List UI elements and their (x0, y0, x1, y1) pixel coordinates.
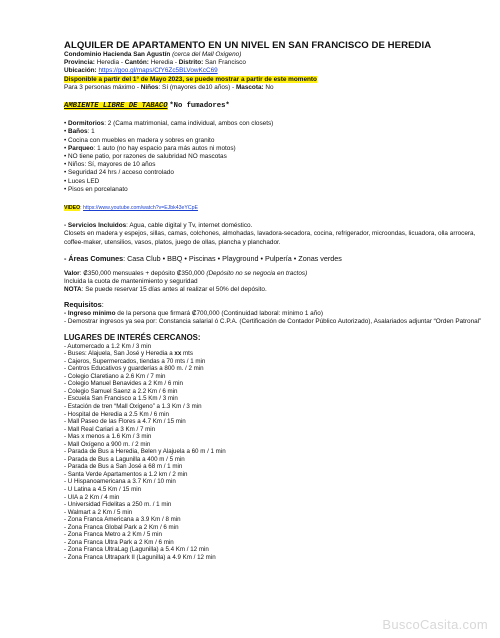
list-item: - Santa Verde Apartamentos a 1.2 km / 2 min (64, 470, 188, 478)
canton-label: Cantón: (124, 59, 149, 67)
video-label: VIDEO (64, 205, 81, 212)
smoke-free-heading: AMBIENTE LIBRE DE TABACO (64, 102, 168, 111)
list-item: - Buses: Alajuela, San José y Heredia a xx mts (64, 350, 193, 358)
nearby-places-heading: LUGARES DE INTERÉS CERCANOS: (64, 333, 201, 343)
feature-item: • Luces LED (64, 177, 100, 185)
pets-value: No (265, 83, 274, 91)
min-income-label: - Ingreso mínimo (64, 309, 116, 317)
video-link[interactable]: https://www.youtube.com/watch?v=EJbk43eYCpE (83, 205, 198, 212)
district-value: San Francisco (205, 59, 246, 67)
list-item: - Zona Franca Ultrapark II (Lagunilla) a 4.9 Km / 12 min (64, 553, 216, 561)
canton-value: Heredia (150, 59, 174, 67)
feature-item: • Baños: 1 (64, 128, 95, 136)
feature-item: • Pisos en porcelanato (64, 185, 128, 193)
list-item: - Mall Paseo de las Flores a 4.7 Km / 15 min (64, 418, 186, 426)
services-text: : Agua, cable digital y Tv, internet doméstico. (126, 222, 253, 230)
list-item: - Parada de Bus a Lagunilla a 400 m / 5 min (64, 455, 185, 463)
requirements-heading: Requisitos (64, 300, 102, 310)
listing-title: ALQUILER DE APARTAMENTO EN UN NIVEL EN SAN FRANCISCO DE HEREDIA (64, 40, 432, 51)
list-item: - Estación de tren “Mall Oxígeno” a 1.3 Km / 3 min (64, 402, 202, 410)
common-areas-text: : Casa Club • BBQ • Piscinas • Playground • Pulpería • Zonas verdes (123, 253, 342, 263)
fee-note: Incluida la cuota de mantenimiento y seguridad (64, 278, 198, 286)
furnishings-text: Closets en madera y espejos, sillas, camas, colchones, almohadas, lavadora-secadora, cocina, refrigerador, microondas, licuadora, olla arrocera, coffee-maker, utensilios, vasos, platos, juego de ollas, plancha y planchador. (64, 230, 476, 246)
nearby-places-list (64, 343, 494, 562)
feature-item: • Dormitorios: 2 (Cama matrimonial, cama individual, ambos con closets) (64, 120, 274, 128)
list-item: - Walmart a 2 Km / 5 min (64, 508, 133, 516)
list-item: - Mas x menos a 1.6 Km / 3 min (64, 433, 152, 441)
list-item: - Automercado a 1.2 Km / 3 min (64, 342, 152, 350)
occupancy-text: Para 3 personas máximo - (64, 83, 141, 91)
feature-item: • Seguridad 24 hrs / acceso controlado (64, 169, 174, 177)
maps-link[interactable]: https://goo.gl/maps/CfY6Zc5BLVowKcC69 (98, 67, 218, 75)
listing-document: ALQUILER DE APARTAMENTO EN UN NIVEL EN SAN FRANCISCO DE HEREDIA Condominio Hacienda San Agustín (cerca del Mall Oxigeno) Provincia: Heredia - Cantón: Heredia - Distrito: San Francisco Ubicación: https://goo.gl/maps/CfY6Zc5BLVowKcC69 Disponible a partir del 1° de Mayo 2023, se puede mostrar a partir de este momento Para 3 personas máximo - Niños: Sí (mayores de10 años) - Mascota: No AMBIENTE LIBRE DE TABACO *No fumadores* • Dormitorios: 2 (Cama matrimonial, cama individual, ambos con closets) • Baños: 1 • Cocina con muebles en madera y sobres en granito • Parqueo: 1 auto (no hay espacio para más autos ni motos) • NO tiene patio, por razones de salubridad NO mascotas • Niños: Sí, mayores de 10 años • Seguridad 24 hrs / acceso controlado • Luces LED • Pisos en porcelanato VIDEO: https://www.youtube.com/watch?v=EJbk43eYCpE - Servicios Incluidos: Agua, cable digital y Tv, internet doméstico. Closets en madera y espejos, sillas, camas, colchones, almohadas, lavadora-secadora, cocina, refrigerador, microondas, licuadora, olla arrocera, coffee-maker, utensilios, vasos, platos, juego de ollas, plancha y planchador. - Áreas Comunes: Casa Club • BBQ • Piscinas • Playground • Pulpería • Zonas verdes Valor: ₡350,000 mensuales + depósito ₡350,000 (Depósito no se negocia en tractos) Incluida la cuota de mantenimiento y seguridad NOTA: Se puede reservar 15 días antes al realizar el 50% del depósito. Requisitos: - Ingreso mínimo de la persona que firmará ₡700,000 (Continuidad laboral: mínimo 1 año) - Demostrar ingresos ya sea por: Constancia salarial ó C.P.A. (Certificación de Contador Público Autorizado), Asalariados adjuntar “Orden Patronal” LUGARES DE INTERÉS CERCANOS: - Automercado a 1.2 Km / 3 min - Buses: Alajuela, San José y Heredia a xx mts - Cajeros, Supermercados, tiendas a 70 mts / 1 min - Centros Educativos y guarderías a 800 m. / 2 min - Colegio Claretiano a 2.6 Km / 7 min - Colegio Manuel Benavides a 2 Km / 6 min - Colegio Samuel Saenz a 2.2 Km / 6 min - Escuela San Francisco a 1.5 Km / 3 min - Estación de tren “Mall Oxígeno” a 1.3 Km / 3 min - Hospital de Heredia a 2.5 Km / 6 min - Mall Paseo de las Flores a 4.7 Km / 15 min - Mall Real Cariari a 3 Km / 7 min - Mas x menos a 1.6 Km / 3 min - Mall Oxígeno a 900 m. / 2 min - Parada de Bus a Heredia, Belen y Alajuela a 60 m / 1 min - Parada de Bus a Lagunilla a 400 m / 5 min - Parada de Bus a San José a 68 m / 1 min - Santa Verde Apartamentos a 1.2 km / 2 min - U Hispanoamericana a 3.7 Km / 10 min - U Latina a 4.5 Km / 15 min - UIA a 2 Km / 4 min - Universidad Fidelitas a 250 m. / 1 min - Walmart a 2 Km / 5 min - Zona Franca Americana a 3.9 Km / 8 min - Zona Franca Global Park a 2 Km / 6 min - Zona Franca Metro a 2 Km / 5 min - Zona Franca Ultra Park a 2 Km / 6 min - Zona Franca UltraLag (Lagunilla) a 5.4 Km / 12 min - Zona Franca Ultrapark II (Lagunilla) a 4.9 Km / 12 min (64, 40, 494, 561)
occupancy-line (64, 84, 494, 92)
list-item: - Colegio Manuel Benavides a 2 Km / 6 min (64, 380, 183, 388)
list-item: - Colegio Claretiano a 2.6 Km / 7 min (64, 372, 166, 380)
availability-banner: Disponible a partir del 1° de Mayo 2023, se puede mostrar a partir de este momento (64, 75, 317, 83)
list-item: - UIA a 2 Km / 4 min (64, 493, 120, 501)
list-item: - Cajeros, Supermercados, tiendas a 70 mts / 1 min (64, 357, 206, 365)
province-label: Provincia: (64, 59, 95, 67)
list-item: - Zona Franca UltraLag (Lagunilla) a 5.4 Km / 12 min (64, 546, 209, 554)
list-item: - Zona Franca Metro a 2 Km / 5 min (64, 531, 163, 539)
list-item: - Parada de Bus a Heredia, Belen y Alajuela a 60 m / 1 min (64, 448, 226, 456)
feature-item: • Cocina con muebles en madera y sobres en granito (64, 136, 215, 144)
location-line: Provincia: Heredia - Cantón: Heredia - Distrito: San Francisco (64, 59, 246, 67)
condo-name: Condominio Hacienda San Agustín (64, 51, 171, 58)
features-list (64, 120, 494, 194)
note-text: : Se puede reservar 15 días antes al realizar el 50% del depósito. (81, 286, 267, 294)
district-label: Distrito: (178, 59, 204, 67)
children-value: : Sí (mayores de10 años) - (158, 83, 236, 91)
pets-label: Mascota: (235, 83, 264, 91)
province-value: Heredia (96, 59, 120, 67)
common-areas-label: - Áreas Comunes (64, 253, 124, 263)
list-item: - Parada de Bus a San José a 68 m / 1 min (64, 463, 183, 471)
no-smokers-note: *No fumadores* (169, 102, 230, 111)
services-label: - Servicios Incluidos (64, 222, 127, 230)
children-label: Niños (140, 83, 159, 91)
income-proof-text: - Demostrar ingresos ya sea por: Constancia salarial ó C.P.A. (Certificación de Contador Público Autorizado), Asalariados adjuntar “Orden Patronal” (64, 317, 482, 325)
feature-item: • Parqueo: 1 auto (no hay espacio para más autos ni motos) (64, 144, 236, 152)
list-item: - Universidad Fidelitas a 250 m. / 1 min (64, 501, 172, 509)
site-watermark: BuscoCasita.com (382, 617, 488, 632)
note-label: NOTA (64, 286, 82, 294)
condo-note: (cerca del Mall Oxigeno) (172, 51, 242, 58)
list-item: - Hospital de Heredia a 2.5 Km / 6 min (64, 410, 169, 418)
list-item: - Zona Franca Americana a 3.9 Km / 8 min (64, 516, 181, 524)
list-item: - Zona Franca Ultra Park a 2 Km / 6 min (64, 538, 174, 546)
list-item: - Mall Real Cariari a 3 Km / 7 min (64, 425, 156, 433)
feature-item: • NO tiene patio, por razones de salubridad NO mascotas (64, 153, 227, 161)
list-item: - Colegio Samuel Saenz a 2.2 Km / 6 min (64, 387, 178, 395)
feature-item: • Niños: Sí, mayores de 10 años (64, 161, 156, 169)
location-label: Ubicación: (64, 67, 97, 75)
min-income-text: de la persona que firmará ₡700,000 (Continuidad laboral: mínimo 1 año) (115, 309, 323, 317)
list-item: - Zona Franca Global Park a 2 Km / 6 min (64, 523, 179, 531)
list-item: - Mall Oxígeno a 900 m. / 2 min (64, 440, 151, 448)
price-text: : ₡350,000 mensuales + depósito ₡350,000 (79, 269, 207, 277)
list-item: - Escuela San Francisco a 1.5 Km / 3 min (64, 395, 178, 403)
list-item: - U Latina a 4.5 Km / 15 min (64, 485, 142, 493)
price-label: Valor (64, 269, 80, 277)
list-item: - Centros Educativos y guarderías a 800 m. / 2 min (64, 365, 204, 373)
list-item: - U Hispanoamericana a 3.7 Km / 10 min (64, 478, 176, 486)
deposit-note: (Depósito no se negocia en tractos) (206, 269, 308, 277)
